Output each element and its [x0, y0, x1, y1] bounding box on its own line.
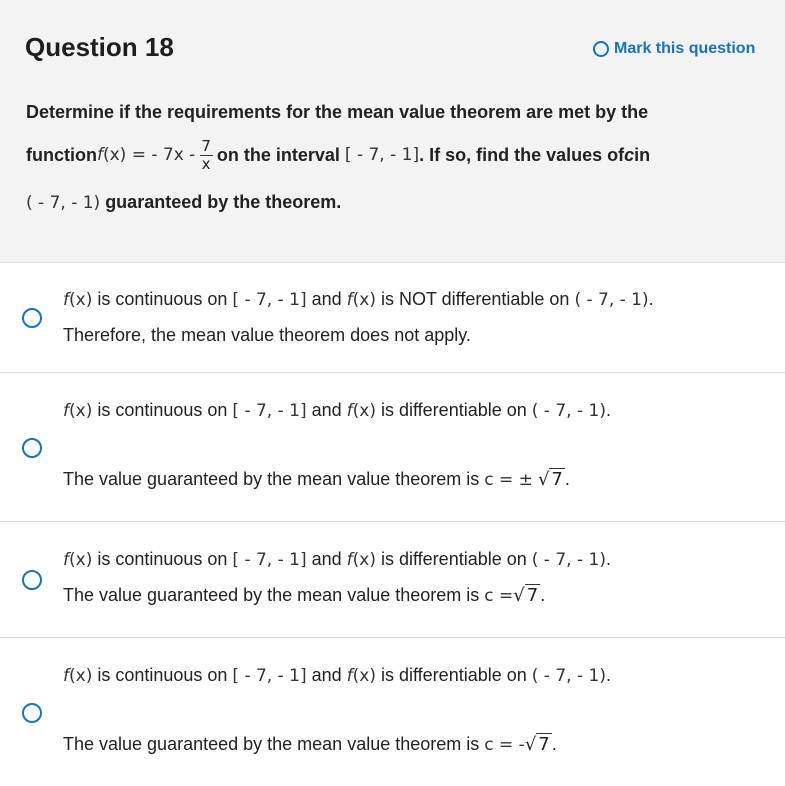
option-text: and [306, 665, 347, 685]
closed-interval: [ - 7, - 1] [232, 290, 307, 310]
function-expression: (x) = - 7x - [102, 145, 196, 165]
option-text: . [605, 549, 611, 569]
function-arg: (x) [69, 290, 93, 310]
function-name: f [346, 290, 353, 310]
closed-interval: [ - 7, - 1] [232, 666, 307, 686]
option-line-1 [63, 289, 654, 310]
prompt-text: function [26, 144, 97, 165]
option-text: and [306, 289, 347, 309]
prompt-text: guaranteed by the theorem. [100, 192, 342, 212]
c-expression: c = [484, 586, 514, 606]
function-name: f [346, 401, 353, 421]
option-text: is continuous on [92, 289, 233, 309]
open-interval: ( - 7, - 1) [574, 290, 649, 310]
option-line-1 [63, 665, 611, 686]
square-root-icon: √ 7 [524, 734, 550, 755]
option-text: . [605, 665, 611, 685]
option-text: . [648, 289, 654, 309]
answer-option-c[interactable] [0, 522, 785, 638]
option-text: is continuous on [92, 665, 233, 685]
option-text: . [564, 469, 570, 489]
c-expression: c = - [484, 735, 525, 755]
option-text: is differentiable on [375, 400, 532, 420]
question-header [0, 0, 785, 263]
radio-button[interactable] [22, 703, 42, 723]
option-text: is differentiable on [375, 549, 532, 569]
prompt-line-2 [26, 132, 650, 178]
option-text: . [605, 400, 611, 420]
radicand: 7 [538, 734, 550, 755]
square-root-icon: √ 7 [537, 469, 563, 490]
function-arg: (x) [69, 666, 93, 686]
option-line-1 [63, 549, 611, 570]
prompt-text: . If so, find the values of [419, 144, 625, 165]
mark-circle-icon [593, 41, 609, 57]
function-name: f [346, 550, 353, 570]
function-name: f [63, 550, 69, 570]
open-interval: ( - 7, - 1) [531, 401, 606, 421]
mark-question-button[interactable] [593, 40, 755, 58]
function-arg: (x) [352, 550, 376, 570]
answer-option-b[interactable] [0, 373, 785, 522]
answer-option-a[interactable] [0, 262, 785, 373]
prompt-text: in [634, 144, 651, 165]
function-arg: (x) [69, 550, 93, 570]
function-arg: (x) [352, 401, 376, 421]
option-line-2: Therefore, the mean value theorem does not apply. [63, 325, 471, 345]
prompt-line-3 [26, 192, 341, 213]
prompt-line-1: Determine if the requirements for the mean value theorem are met by the [26, 102, 649, 122]
option-line-2 [63, 734, 557, 755]
mark-question-label: Mark this question [614, 40, 756, 57]
radicand: 7 [526, 585, 539, 606]
option-text: The value guaranteed by the mean value theorem is [63, 469, 485, 489]
open-interval: ( - 7, - 1) [531, 666, 606, 686]
closed-interval: [ - 7, - 1] [232, 401, 307, 421]
question-title: Question 18 [25, 32, 174, 62]
fraction-denominator: x [201, 154, 211, 173]
closed-interval: [ - 7, - 1] [344, 145, 420, 165]
option-text: and [306, 400, 347, 420]
function-arg: (x) [352, 290, 376, 310]
option-line-2 [63, 469, 570, 490]
option-text: and [306, 549, 347, 569]
radio-button[interactable] [22, 570, 42, 590]
function-name: f [346, 666, 353, 686]
option-text: . [551, 734, 557, 754]
function-name: f [63, 666, 69, 686]
function-name: f [96, 145, 103, 165]
option-line-2 [63, 585, 545, 606]
function-arg: (x) [352, 666, 376, 686]
closed-interval: [ - 7, - 1] [232, 550, 307, 570]
option-text: is differentiable on [375, 665, 532, 685]
function-name: f [63, 401, 69, 421]
variable-c: c [624, 144, 635, 165]
radio-button[interactable] [22, 308, 42, 328]
option-text: is continuous on [92, 549, 233, 569]
option-text: is NOT differentiable on [375, 289, 575, 309]
option-text: The value guaranteed by the mean value theorem is [63, 585, 485, 605]
option-text: . [540, 585, 546, 605]
option-text: is continuous on [92, 400, 233, 420]
open-interval: ( - 7, - 1) [26, 193, 101, 213]
function-name: f [63, 290, 69, 310]
c-expression: c = ± [484, 470, 533, 490]
option-text: The value guaranteed by the mean value theorem is [63, 734, 485, 754]
prompt-text: on the interval [216, 144, 340, 165]
radio-button[interactable] [22, 438, 42, 458]
function-arg: (x) [69, 401, 93, 421]
answer-option-d[interactable] [0, 638, 785, 785]
square-root-icon: √ 7 [513, 585, 539, 606]
fraction [199, 138, 213, 173]
open-interval: ( - 7, - 1) [531, 550, 606, 570]
radicand: 7 [551, 469, 563, 490]
option-line-1 [63, 400, 611, 421]
fraction-numerator: 7 [201, 136, 211, 155]
